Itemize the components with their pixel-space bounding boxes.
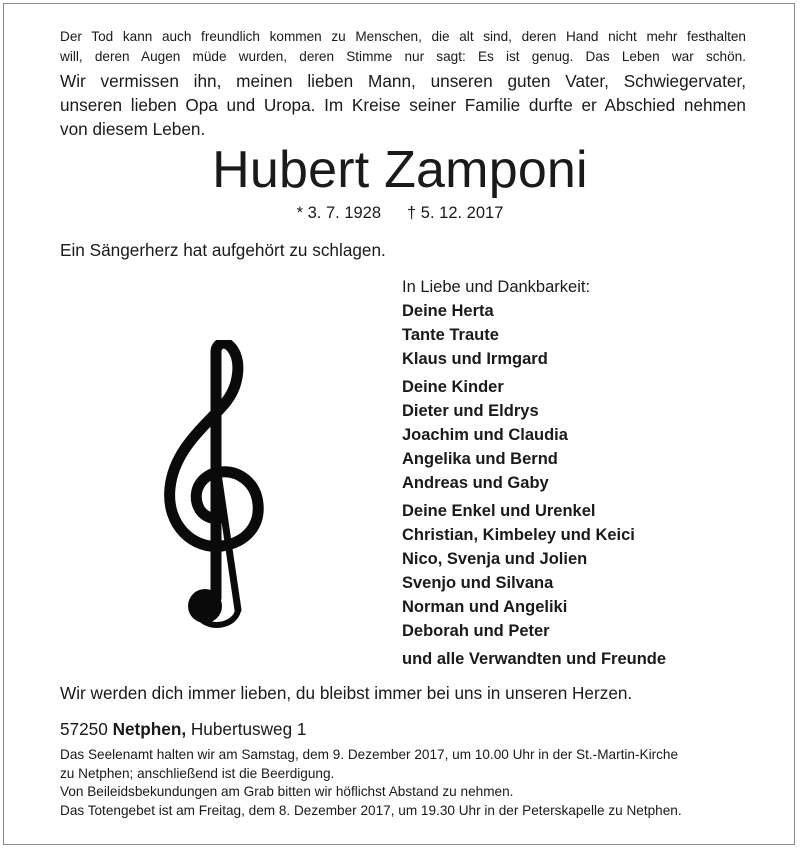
mourners-list	[402, 275, 742, 671]
service-notice	[60, 746, 750, 820]
mourner-name: Andreas und Gaby	[402, 474, 549, 492]
mourner-name: Tante Traute	[402, 326, 499, 344]
notice-line: Das Seelenamt halten wir am Samstag, dem 9. Dezember 2017, um 10.00 Uhr in der St.-Martin-Kirche	[60, 747, 679, 762]
mourner-name: und alle Verwandten und Freunde	[402, 650, 667, 668]
notice-line: zu Netphen; anschließend ist die Beerdigung.	[60, 765, 335, 781]
mourner-group-grandchildren	[402, 499, 742, 643]
quote-line: Der Tod kann auch freundlich kommen zu Menschen, die alt sind, deren Hand nicht mehr festhalten	[60, 29, 746, 44]
family-address	[60, 717, 307, 741]
street: Hubertusweg 1	[190, 719, 307, 739]
treble-clef-icon	[160, 340, 270, 630]
mourner-name: Joachim und Claudia	[402, 426, 568, 444]
mourner-group-children	[402, 375, 742, 495]
mourner-name: Deine Enkel und Urenkel	[402, 502, 596, 520]
intro-line: von diesem Leben.	[60, 119, 206, 139]
mourner-name: Dieter und Eldrys	[402, 402, 539, 420]
intro-paragraph	[60, 69, 746, 141]
postal-code: 57250	[60, 719, 108, 739]
deceased-name: Hubert Zamponi	[212, 141, 588, 199]
opening-quote	[60, 27, 746, 67]
death-date: † 5. 12. 2017	[407, 204, 504, 222]
mourner-name: Svenjo und Silvana	[402, 574, 554, 592]
mourner-name: Angelika und Bernd	[402, 450, 558, 468]
mourner-name: Klaus und Irmgard	[402, 350, 548, 368]
mourner-name: Nico, Svenja und Jolien	[402, 550, 588, 568]
birth-date: * 3. 7. 1928	[296, 204, 382, 222]
mourner-name: Christian, Kimbeley und Keici	[402, 526, 635, 544]
motto: Ein Sängerherz hat aufgehört zu schlagen.	[60, 240, 386, 260]
city: Netphen,	[112, 719, 187, 739]
closing-line: Wir werden dich immer lieben, du bleibst immer bei uns in unseren Herzen.	[60, 683, 633, 703]
mourner-name: Deine Kinder	[402, 378, 504, 396]
mourner-name: Norman und Angeliki	[402, 598, 568, 616]
intro-line: unseren lieben Opa und Uropa. Im Kreise seiner Familie durfte er Abschied nehmen	[60, 95, 746, 115]
mourners-heading: In Liebe und Dankbarkeit:	[402, 278, 591, 296]
mourner-name: Deborah und Peter	[402, 622, 550, 640]
quote-line: will, deren Augen müde wurden, deren Stimme nur sagt: Es ist genug. Das Leben war schön.	[60, 49, 746, 64]
intro-line: Wir vermissen ihn, meinen lieben Mann, unseren guten Vater, Schwiegervater,	[60, 71, 746, 91]
notice-line: Von Beileidsbekundungen am Grab bitten wir höflichst Abstand zu nehmen.	[60, 784, 514, 799]
mourner-group-relatives	[402, 647, 742, 671]
notice-line: Das Totengebet ist am Freitag, dem 8. Dezember 2017, um 19.30 Uhr in der Peterskapelle zu Netphen.	[60, 802, 682, 818]
life-dates	[0, 202, 800, 224]
mourner-name: Deine Herta	[402, 302, 494, 320]
mourner-group-spouse	[402, 299, 742, 371]
